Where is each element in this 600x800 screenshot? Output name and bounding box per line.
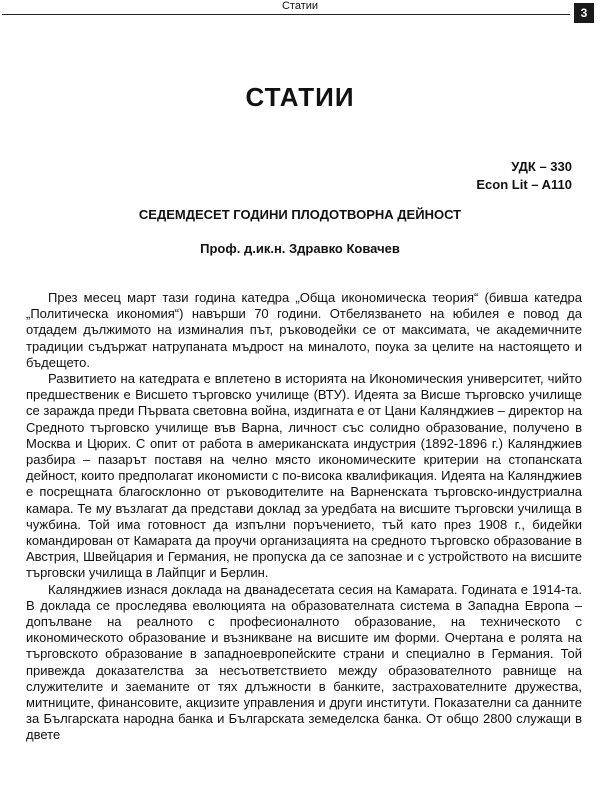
- article-author: Проф. д.ик.н. Здравко Ковачев: [200, 241, 400, 256]
- running-title: Статии: [281, 0, 319, 12]
- article-body: [26, 290, 582, 744]
- classification-codes: [476, 158, 572, 194]
- paragraph: През месец март тази година катедра „Обща икономическа теория“ (бивша катедра „Политическа икономия“) навърши 70 години. Отбелязването на юбилея е повод да отдадем дължимото на изминалия път, ръководейки се от максимата, че академичните традиции съдържат натрупаната мъдрост на миналото, поука за целите на настоящето и бъдещето.: [26, 290, 582, 370]
- running-header: [0, 0, 600, 16]
- econlit-code: Econ Lit – A110: [476, 177, 572, 192]
- paragraph: Калянджиев изнася доклада на дванадесетата сесия на Камарата. Годината е 1914-та. В доклада се проследява еволюцията на образователната система в Западна Европа – допълване на реалното с професионалното образование, на техническото с икономическото образование и възникване на висшите им форми. Очертана е ролята на търговското образование в западноевропейските страни и специално в Германия. Той привежда доказателства за несъответствието между образователното равнище на служителите и заеманите от тях длъжности в банките, застрахователните дружества, митниците, финансовите, акцизите управления и други институти. Показателни са данните за Българската народна банка и Българската земеделска банка. От общо 2800 служащи в двете: [26, 581, 582, 743]
- section-title: СТАТИИ: [245, 82, 355, 112]
- article-title: СЕДЕМДЕСЕТ ГОДИНИ ПЛОДОТВОРНА ДЕЙНОСТ: [138, 207, 462, 222]
- paragraph: Развитието на катедрата е вплетено в историята на Икономическия университет, чийто предшественик е Висшето търговско училище (ВТУ). Идеята за Висше търговско училище се заражда преди Първата световна война, издигната е от Цани Калянджиев – директор на Средното търговско училище във Варна, личност със солидно образование, получено в Москва и Цюрих. С опит от работа в американската индустрия (1892-1896 г.) Калянджиев разбира – пазарът поставя на челно място икономическите критерии на стопанската дейност, които предполагат икономисти с по-висока квалификация. Идеята на Калянджиев е посрещната благосклонно от ръководителите на Варненската търговско-индустриална камара. Те му възлагат да представи доклад за уредбата на висшите търговски училища в чужбина. Той има готовност да изпълни поръчението, тъй като през 1908 г., бидейки командирован от Камарата да проучи организацията на средното търговско образование в Австрия, Швейцария и Германия, не пропуска да се запознае и с устройството на висшите търговски училища в Лайпциг и Берлин.: [26, 371, 582, 581]
- page-number-badge: 3: [574, 3, 594, 23]
- udk-code: УДК – 330: [511, 159, 572, 174]
- header-rule: [2, 14, 570, 15]
